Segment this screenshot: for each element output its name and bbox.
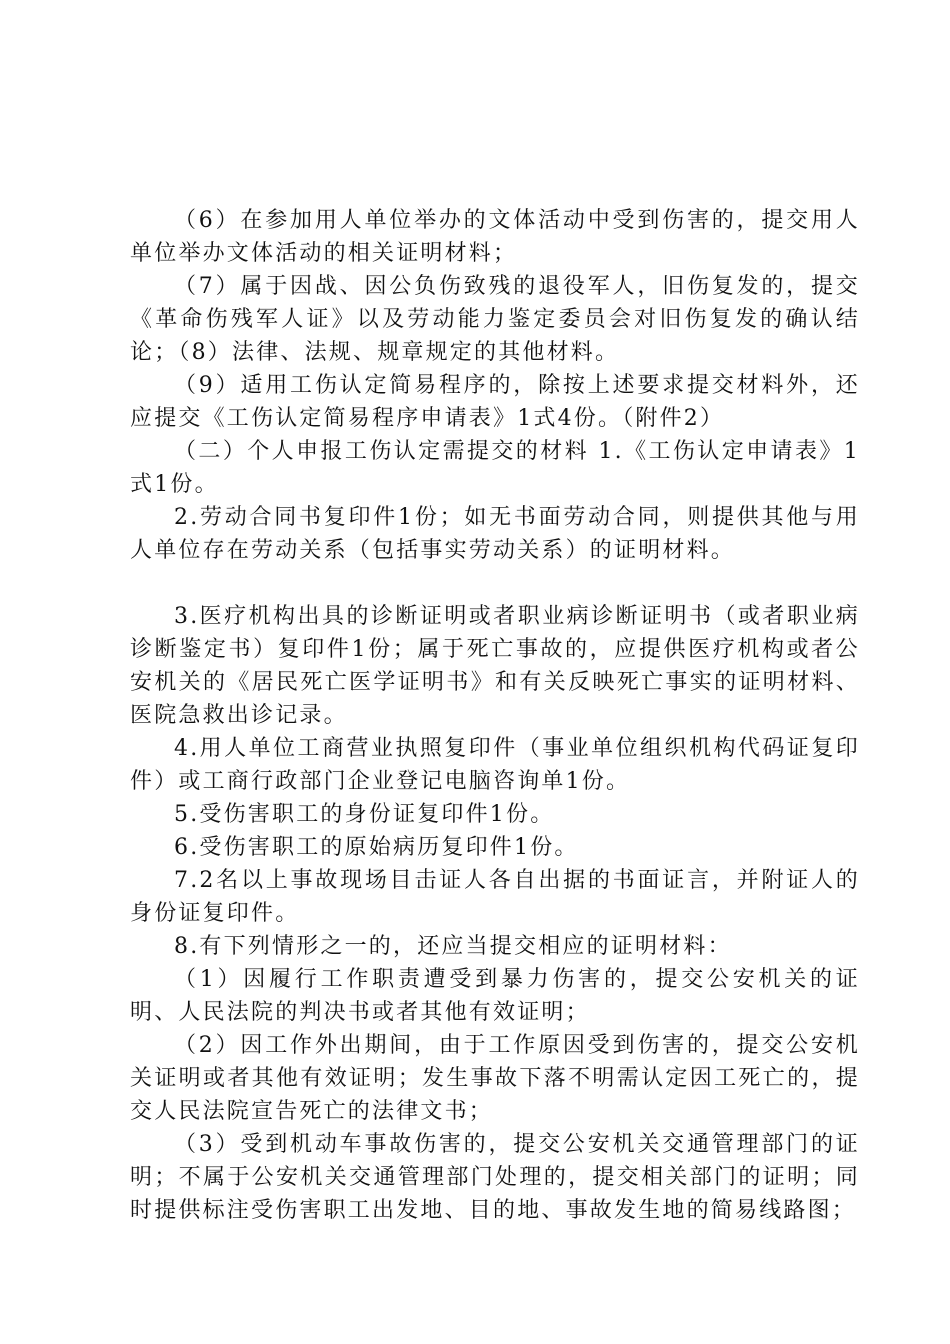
paragraph-item-5: 5.受伤害职工的身份证复印件1份。: [174, 802, 555, 827]
paragraph-sub-2: （2）因工作外出期间，由于工作原因受到伤害的，提交公安机关证明或者其他有效证明；发生事故下落不明需认定因工死亡的，提交人民法院宣告死亡的法律文书；: [130, 1033, 860, 1124]
document-body: [130, 204, 860, 1227]
paragraph-item-6: 6.受伤害职工的原始病历复印件1份。: [174, 835, 579, 860]
paragraph-7-8: （7）属于因战、因公负伤致残的退役军人，旧伤复发的，提交《革命伤残军人证》以及劳动能力鉴定委员会对旧伤复发的确认结论；（8）法律、法规、规章规定的其他材料。: [130, 274, 860, 365]
paragraph-sub-1: （1）因履行工作职责遭受到暴力伤害的，提交公安机关的证明、人民法院的判决书或者其他有效证明；: [130, 967, 860, 1025]
paragraph-item-4: 4.用人单位工商营业执照复印件（事业单位组织机构代码证复印件）或工商行政部门企业登记电脑咨询单1份。: [130, 736, 860, 794]
paragraph-section-two: （二）个人申报工伤认定需提交的材料 1.《工伤认定申请表》1式1份。: [130, 439, 860, 497]
paragraph-item-3: 3.医疗机构出具的诊断证明或者职业病诊断证明书（或者职业病诊断鉴定书）复印件1份；属于死亡事故的，应提供医疗机构或者公安机关的《居民死亡医学证明书》和有关反映死亡事实的证明材料、医院急救出诊记录。: [130, 604, 860, 728]
paragraph-item-7: 7.2名以上事故现场目击证人各自出据的书面证言，并附证人的身份证复印件。: [130, 868, 860, 926]
paragraph-9: （9）适用工伤认定简易程序的，除按上述要求提交材料外，还应提交《工伤认定简易程序申请表》1式4份。（附件2）: [130, 373, 860, 431]
paragraph-sub-3: （3）受到机动车事故伤害的，提交公安机关交通管理部门的证明；不属于公安机关交通管理部门处理的，提交相关部门的证明；同时提供标注受伤害职工出发地、目的地、事故发生地的简易线路图；: [130, 1132, 860, 1223]
paragraph-item-2: 2.劳动合同书复印件1份；如无书面劳动合同，则提供其他与用人单位存在劳动关系（包括事实劳动关系）的证明材料。: [130, 505, 860, 563]
paragraph-6: （6）在参加用人单位举办的文体活动中受到伤害的，提交用人单位举办文体活动的相关证明材料；: [130, 208, 860, 266]
paragraph-item-8: 8.有下列情形之一的，还应当提交相应的证明材料：: [174, 934, 732, 959]
